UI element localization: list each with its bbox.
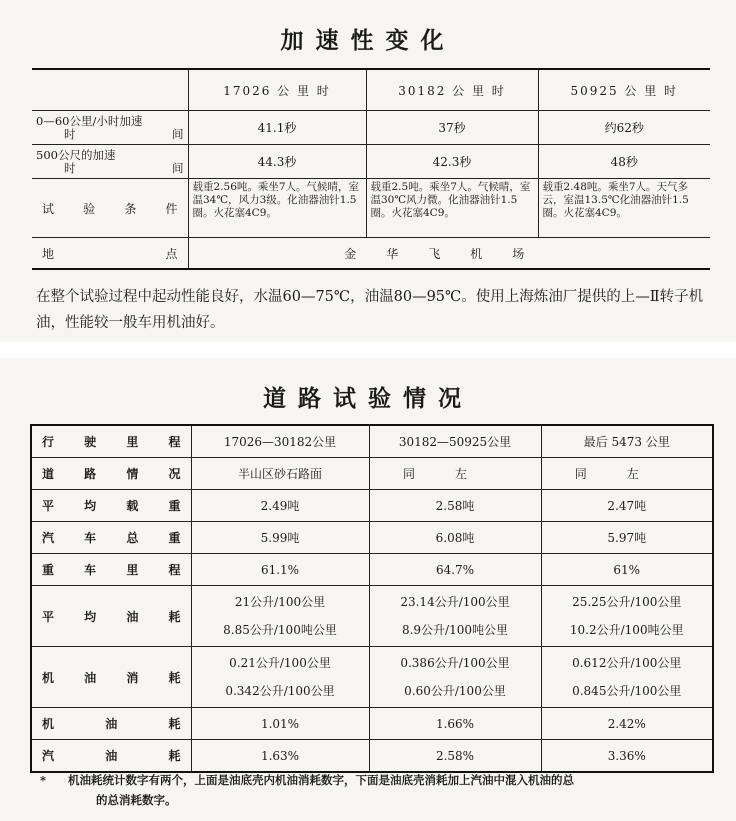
row-label: 汽车总重: [31, 522, 191, 554]
value-cell: 1.01%: [191, 708, 369, 740]
road-test-title: 道路试验情况: [263, 385, 473, 412]
value-cell: [541, 647, 713, 708]
value-cell: 5.99吨: [191, 522, 369, 554]
header-blank-cell: [32, 69, 188, 111]
row-label: 重车里程: [31, 554, 191, 586]
road-test-header-row: [31, 425, 713, 458]
oil-sump: 0.386公升/100公里: [400, 656, 510, 670]
value-cell: [191, 586, 369, 647]
oil-total: 0.342公升/100公里: [225, 684, 335, 698]
value-cell: 约62秒: [538, 111, 710, 145]
row-label: [32, 145, 188, 179]
acceleration-title: 加速性变化: [280, 27, 456, 54]
fuel-per-km: 25.25公升/100公里: [572, 595, 682, 609]
value-cell: 3.36%: [541, 740, 713, 773]
footnote-line2: 的总消耗数字。: [96, 793, 177, 807]
row-label-line2: 时间: [64, 126, 184, 141]
road-test-table: [30, 424, 714, 773]
row-label: 平均载重: [31, 490, 191, 522]
value-cell: 5.97吨: [541, 522, 713, 554]
table-row: [31, 490, 713, 522]
condition-cell: 载重2.5吨。乘坐7人。气候晴，室温30℃风力微。化油器油针1.5圈。火花塞4C9。: [366, 179, 538, 238]
row-label: 平均油耗: [31, 586, 191, 647]
row-label: 机油耗: [31, 708, 191, 740]
value-cell: 同左: [541, 458, 713, 490]
acceleration-table: [32, 68, 710, 270]
column-header: 17026 公 里 时: [188, 69, 366, 111]
mileage-label: 行驶里程: [31, 425, 191, 458]
value-cell: 44.3秒: [188, 145, 366, 179]
table-row: [31, 522, 713, 554]
row-label: [32, 111, 188, 145]
column-header: 最后 5473 公里: [541, 425, 713, 458]
row-label-line1: 500公尺的加速: [36, 147, 116, 162]
row-label: 机油消耗: [31, 647, 191, 708]
row-label: 道路情况: [31, 458, 191, 490]
conditions-label: 试验条件: [32, 179, 188, 238]
value-cell: 2.58吨: [369, 490, 541, 522]
row-label: 汽油耗: [31, 740, 191, 773]
oil-consumption-row: [31, 647, 713, 708]
oil-sump: 0.612公升/100公里: [572, 656, 682, 670]
oil-sump: 0.21公升/100公里: [229, 656, 331, 670]
acceleration-row: [32, 145, 710, 179]
value-cell: 1.66%: [369, 708, 541, 740]
value-cell: 2.42%: [541, 708, 713, 740]
oil-total: 0.845公升/100公里: [572, 684, 682, 698]
value-cell: 41.1秒: [188, 111, 366, 145]
road-condition-row: [31, 458, 713, 490]
column-header: 50925 公 里 时: [538, 69, 710, 111]
acceleration-paragraph: 在整个试验过程中起动性能良好，水温60—75℃，油温80—95℃。使用上海炼油厂提供的上—Ⅱ转子机油，性能较一般车用机油好。: [36, 289, 704, 331]
row-label-line2: 时间: [64, 160, 184, 175]
column-header: 30182 公 里 时: [366, 69, 538, 111]
value-cell: 6.08吨: [369, 522, 541, 554]
acceleration-header-row: [32, 69, 710, 111]
value-cell: [541, 586, 713, 647]
location-value: 金华飞机场: [188, 238, 710, 270]
conditions-row: [32, 179, 710, 238]
value-cell: 37秒: [366, 111, 538, 145]
location-row: [32, 238, 710, 270]
fuel-per-ton-km: 8.85公升/100吨公里: [223, 623, 337, 637]
value-cell: 48秒: [538, 145, 710, 179]
fuel-per-km: 23.14公升/100公里: [400, 595, 510, 609]
location-label: 地点: [32, 238, 188, 270]
fuel-per-ton-km: 8.9公升/100吨公里: [401, 623, 509, 637]
value-cell: [369, 647, 541, 708]
acceleration-row: [32, 111, 710, 145]
value-cell: 64.7%: [369, 554, 541, 586]
fuel-consumption-row: [31, 586, 713, 647]
value-cell: 61%: [541, 554, 713, 586]
column-header: 17026—30182公里: [191, 425, 369, 458]
gas-rate-row: [31, 740, 713, 773]
oil-rate-row: [31, 708, 713, 740]
column-header: 30182—50925公里: [369, 425, 541, 458]
value-cell: 2.58%: [369, 740, 541, 773]
footnote-marker: *: [40, 773, 47, 787]
footnote-line1: 机油耗统计数字有两个，上面是油底壳内机油消耗数字，下面是油底壳消耗加上汽油中混入机油的总: [68, 773, 574, 787]
condition-cell: 载重2.48吨。乘坐7人。天气多云，室温13.5℃化油器油针1.5圈。火花塞4C9。: [538, 179, 710, 238]
value-cell: 2.49吨: [191, 490, 369, 522]
value-cell: 42.3秒: [366, 145, 538, 179]
value-cell: 同左: [369, 458, 541, 490]
footnote: [40, 770, 720, 810]
value-cell: 半山区砂石路面: [191, 458, 369, 490]
fuel-per-km: 21公升/100公里: [234, 595, 326, 609]
condition-cell: 载重2.56吨。乘坐7人。气候晴，室温34℃，风力3级。化油器油针1.5圈。火花塞4C9。: [188, 179, 366, 238]
row-label-line1: 0—60公里/小时加速: [36, 113, 143, 128]
fuel-per-ton-km: 10.2公升/100吨公里: [569, 623, 684, 637]
value-cell: 2.47吨: [541, 490, 713, 522]
oil-total: 0.60公升/100公里: [404, 684, 506, 698]
value-cell: [191, 647, 369, 708]
value-cell: [369, 586, 541, 647]
value-cell: 1.63%: [191, 740, 369, 773]
table-row: [31, 554, 713, 586]
value-cell: 61.1%: [191, 554, 369, 586]
